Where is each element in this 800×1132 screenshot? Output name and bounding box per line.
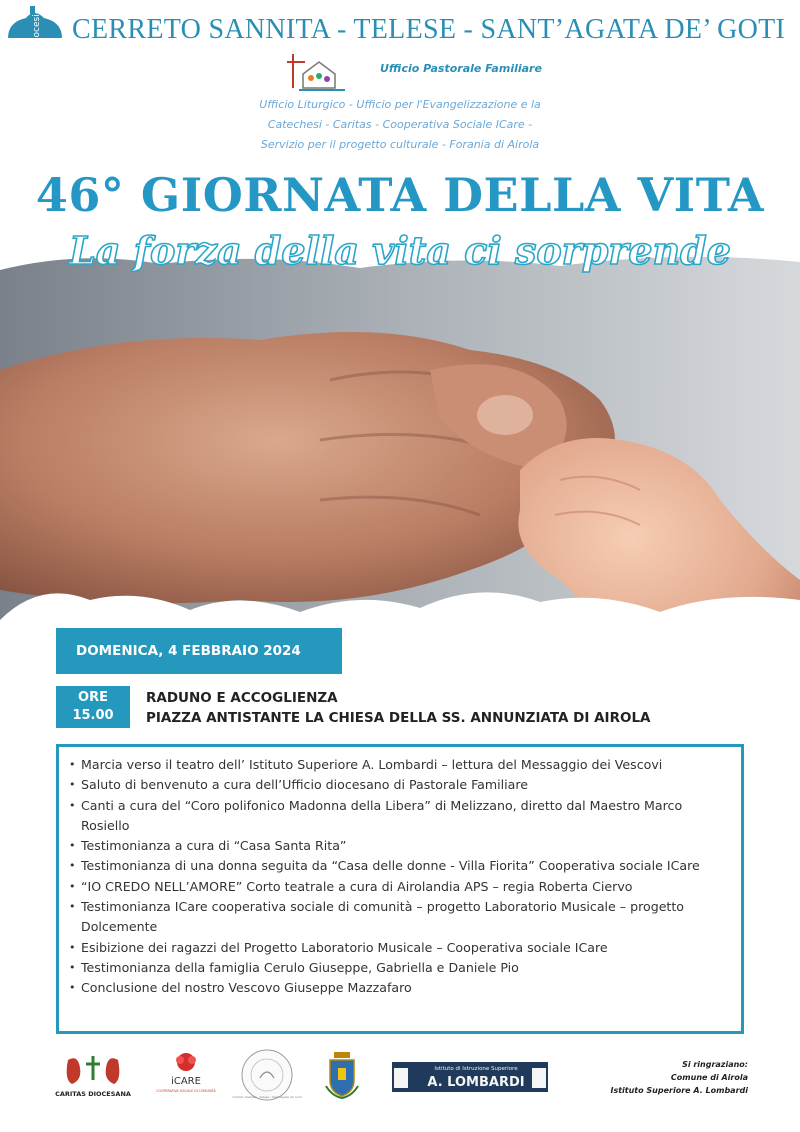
event-subtitle: La forza della vita ci sorprende <box>69 228 731 273</box>
gathering-place: PIAZZA ANTISTANTE LA CHIESA DELLA SS. ANNUNZIATA DI AIROLA <box>146 710 651 726</box>
event-time <box>56 686 130 728</box>
list-item: • Testimonianza di una donna seguita da “Casa delle donne - Villa Fiorita” Cooperativa sociale ICare <box>69 856 733 876</box>
family-office-label: Ufficio Pastorale Familiare <box>380 62 542 75</box>
lombardi-logo <box>392 1062 548 1092</box>
list-item: • Testimonianza ICare cooperativa sociale di comunità – progetto Laboratorio Musicale – progetto Dolcemente <box>69 897 733 938</box>
icare-label: iCARE <box>171 1076 201 1087</box>
thanks-title: Si ringraziano: <box>682 1060 748 1069</box>
list-item: • Canti a cura del “Coro polifonico Madonna della Libera” di Melizzano, diretto dal Maestro Marco Rosiello <box>69 796 733 837</box>
thanks-istituto: Istituto Superiore A. Lombardi <box>610 1086 748 1095</box>
event-title: 46° GIORNATA DELLA VITA <box>35 168 765 222</box>
offices-line: Servizio per il progetto culturale - Forania di Airola <box>260 138 540 151</box>
diocesi-badge-text: diocesi <box>32 14 42 46</box>
time-value: 15.00 <box>72 708 114 723</box>
time-label: ORE <box>78 690 108 705</box>
list-item: • Conclusione del nostro Vescovo Giuseppe Mazzafaro <box>69 978 733 998</box>
seal-text: Cerreto Sannita - Telese - Sant'Agata de' Goti <box>232 1095 302 1099</box>
organizing-offices <box>0 95 800 155</box>
program-list <box>69 755 733 999</box>
fist-bump-photo <box>0 250 800 660</box>
family-office-logo <box>285 52 349 92</box>
caritas-logo <box>55 1050 131 1100</box>
event-date: DOMENICA, 4 FEBBRAIO 2024 <box>56 628 342 674</box>
program-box <box>56 744 744 1034</box>
list-item: • Saluto di benvenuto a cura dell’Ufficio diocesano di Pastorale Familiare <box>69 775 733 795</box>
airola-crest <box>322 1050 362 1100</box>
thanks-comune: Comune di Airola <box>670 1073 748 1082</box>
offices-line: Catechesi - Caritas - Cooperativa Sociale ICare - <box>267 118 533 131</box>
list-item: • Esibizione dei ragazzi del Progetto Laboratorio Musicale – Cooperativa sociale ICare <box>69 938 733 958</box>
list-item: • “IO CREDO NELL’AMORE” Corto teatrale a cura di Airolandia APS – regia Roberta Ciervo <box>69 877 733 897</box>
lombardi-name: A. LOMBARDI <box>427 1075 525 1090</box>
diocesi-logo <box>4 4 68 44</box>
thanks-block <box>610 1058 748 1097</box>
lombardi-header: Istituto di Istruzione Superiore <box>434 1066 518 1072</box>
list-item: • Testimonianza della famiglia Cerulo Giuseppe, Gabriella e Daniele Pio <box>69 958 733 978</box>
offices-line: Ufficio Liturgico - Ufficio per l'Evangelizzazione e la <box>259 98 541 111</box>
list-item: • Testimonianza a cura di “Casa Santa Rita” <box>69 836 733 856</box>
gathering-title: RADUNO E ACCOGLIENZA <box>146 690 338 706</box>
list-item: • Marcia verso il teatro dell’ Istituto Superiore A. Lombardi – lettura del Messaggio dei Vescovi <box>69 755 733 775</box>
gathering-info <box>146 688 651 728</box>
diocese-title: CERRETO SANNITA - TELESE - SANT’AGATA DE’ GOTI <box>72 14 786 45</box>
icare-logo <box>156 1050 216 1100</box>
icare-sub: COOPERATIVA SOCIALE DI COMUNITÀ <box>156 1089 216 1093</box>
diocese-seal <box>232 1048 302 1102</box>
caritas-label: CARITAS DIOCESANA <box>55 1090 131 1098</box>
